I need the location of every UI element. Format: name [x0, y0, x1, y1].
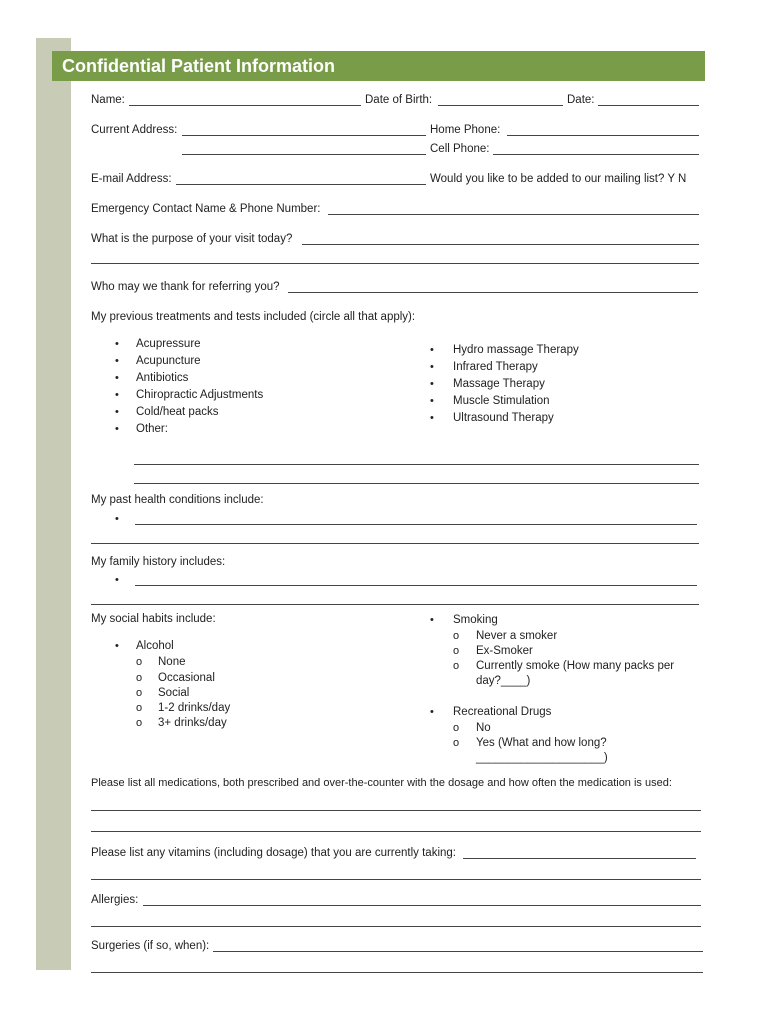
address-label: Current Address:: [91, 124, 178, 136]
treatment-antibiotics[interactable]: Antibiotics: [136, 372, 189, 384]
alcohol-none[interactable]: None: [158, 656, 186, 668]
name-field[interactable]: [129, 105, 361, 106]
vitamins-field-2[interactable]: [91, 879, 701, 880]
vitamins-label: Please list any vitamins (including dosage) that you are currently taking:: [91, 847, 456, 859]
sub-bullet: o: [453, 660, 460, 672]
cell-phone-field[interactable]: [493, 154, 699, 155]
header-bar: [52, 51, 705, 81]
referral-label: Who may we thank for referring you?: [91, 281, 280, 293]
sub-bullet: o: [453, 630, 460, 642]
bullet: •: [430, 361, 434, 373]
drugs-details-field[interactable]: ____________________): [476, 752, 608, 764]
family-history-heading: My family history includes:: [91, 556, 226, 568]
social-habits-heading: My social habits include:: [91, 613, 216, 625]
dob-label: Date of Birth:: [365, 94, 433, 106]
family-history-field-2[interactable]: [91, 604, 699, 605]
sidebar-accent: [36, 38, 71, 970]
medications-field-1[interactable]: [91, 810, 701, 811]
bullet: •: [115, 406, 119, 418]
medications-field-2[interactable]: [91, 831, 701, 832]
mailing-list-question[interactable]: Would you like to be added to our mailing list? Y N: [430, 173, 687, 185]
treatment-acupressure[interactable]: Acupressure: [136, 338, 201, 350]
name-label: Name:: [91, 94, 125, 106]
treatment-muscle-stimulation[interactable]: Muscle Stimulation: [453, 395, 550, 407]
dob-field[interactable]: [438, 105, 563, 106]
past-health-field-1[interactable]: [135, 524, 697, 525]
bullet: •: [115, 389, 119, 401]
sub-bullet: o: [136, 687, 143, 699]
surgeries-label: Surgeries (if so, when):: [91, 940, 210, 952]
alcohol-occasional[interactable]: Occasional: [158, 672, 215, 684]
bullet: •: [115, 513, 119, 525]
home-phone-label: Home Phone:: [430, 124, 501, 136]
emergency-contact-field[interactable]: [328, 214, 699, 215]
email-field[interactable]: [176, 184, 426, 185]
cell-phone-label: Cell Phone:: [430, 143, 490, 155]
sub-bullet: o: [136, 702, 143, 714]
bullet: •: [115, 355, 119, 367]
allergies-label: Allergies:: [91, 894, 139, 906]
sub-bullet: o: [453, 737, 460, 749]
treatment-massage[interactable]: Massage Therapy: [453, 378, 545, 390]
alcohol-3-plus-drinks[interactable]: 3+ drinks/day: [158, 717, 227, 729]
treatment-acupuncture[interactable]: Acupuncture: [136, 355, 201, 367]
purpose-field-2[interactable]: [91, 263, 699, 264]
purpose-label: What is the purpose of your visit today?: [91, 233, 293, 245]
smoking-ex[interactable]: Ex-Smoker: [476, 645, 533, 657]
sub-bullet: o: [136, 656, 143, 668]
date-label: Date:: [567, 94, 595, 106]
referral-field[interactable]: [288, 292, 698, 293]
bullet: •: [430, 706, 434, 718]
medications-heading: Please list all medications, both prescribed and over-the-counter with the dosage and how often the medication is used:: [91, 777, 672, 789]
bullet: •: [115, 338, 119, 350]
past-health-heading: My past health conditions include:: [91, 494, 264, 506]
vitamins-field-1[interactable]: [463, 858, 696, 859]
other-treatment-field-2[interactable]: [134, 483, 699, 484]
treatment-hydro-massage[interactable]: Hydro massage Therapy: [453, 344, 579, 356]
sub-bullet: o: [136, 672, 143, 684]
bullet: •: [430, 614, 434, 626]
smoking-current[interactable]: Currently smoke (How many packs per: [476, 660, 675, 672]
surgeries-field-2[interactable]: [91, 972, 703, 973]
alcohol-label: Alcohol: [136, 640, 174, 652]
treatment-cold-heat[interactable]: Cold/heat packs: [136, 406, 219, 418]
sub-bullet: o: [453, 645, 460, 657]
date-field[interactable]: [598, 105, 699, 106]
drugs-no[interactable]: No: [476, 722, 491, 734]
bullet: •: [430, 395, 434, 407]
sub-bullet: o: [453, 722, 460, 734]
purpose-field-1[interactable]: [302, 244, 699, 245]
smoking-label: Smoking: [453, 614, 498, 626]
sub-bullet: o: [136, 717, 143, 729]
treatment-ultrasound[interactable]: Ultrasound Therapy: [453, 412, 554, 424]
allergies-field-1[interactable]: [143, 905, 701, 906]
page-title: Confidential Patient Information: [62, 56, 335, 76]
alcohol-1-2-drinks[interactable]: 1-2 drinks/day: [158, 702, 231, 714]
address-field-1[interactable]: [182, 135, 426, 136]
drugs-yes[interactable]: Yes (What and how long?: [476, 737, 607, 749]
bullet: •: [115, 574, 119, 586]
other-treatment-field-1[interactable]: [134, 464, 699, 465]
treatment-infrared[interactable]: Infrared Therapy: [453, 361, 538, 373]
emergency-contact-label: Emergency Contact Name & Phone Number:: [91, 203, 321, 215]
alcohol-social[interactable]: Social: [158, 687, 190, 699]
treatment-other[interactable]: Other:: [136, 423, 168, 435]
drugs-label: Recreational Drugs: [453, 706, 552, 718]
surgeries-field-1[interactable]: [213, 951, 703, 952]
treatments-heading: My previous treatments and tests included (circle all that apply):: [91, 311, 416, 323]
family-history-field-1[interactable]: [135, 585, 697, 586]
past-health-field-2[interactable]: [91, 543, 699, 544]
smoking-packs-per-day[interactable]: day?____): [476, 675, 531, 687]
bullet: •: [430, 412, 434, 424]
bullet: •: [430, 378, 434, 390]
smoking-never[interactable]: Never a smoker: [476, 630, 558, 642]
email-label: E-mail Address:: [91, 173, 172, 185]
allergies-field-2[interactable]: [91, 926, 701, 927]
bullet: •: [115, 372, 119, 384]
home-phone-field[interactable]: [507, 135, 699, 136]
bullet: •: [430, 344, 434, 356]
treatment-chiropractic[interactable]: Chiropractic Adjustments: [136, 389, 264, 401]
bullet: •: [115, 640, 119, 652]
bullet: •: [115, 423, 119, 435]
address-field-2[interactable]: [182, 154, 426, 155]
